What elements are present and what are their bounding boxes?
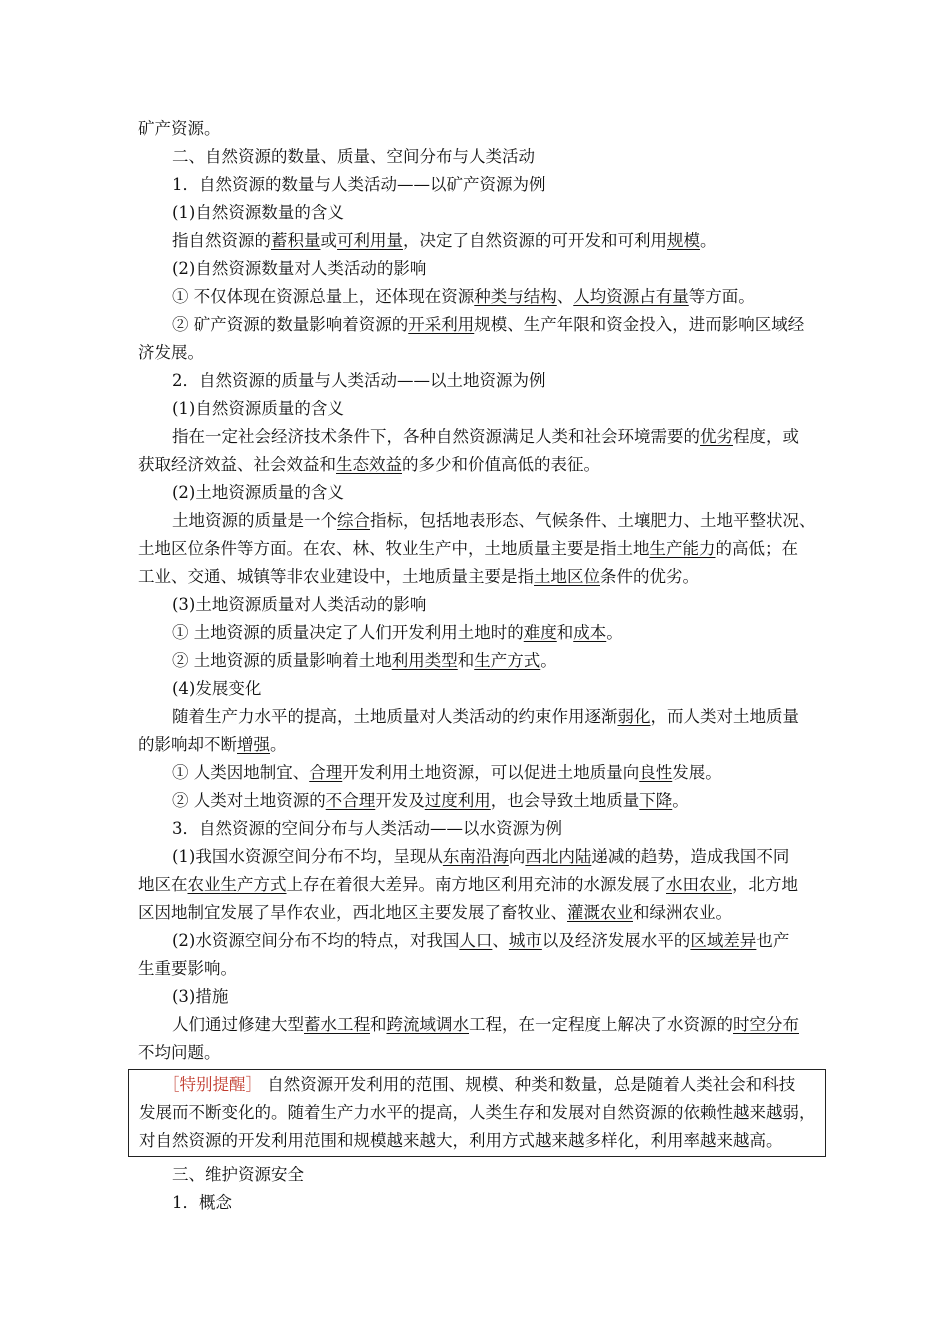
blank-answer: 水田农业: [666, 875, 732, 894]
blank-answer: 蓄积量: [271, 231, 321, 250]
special-reminder-label: ［特别提醒］: [163, 1075, 262, 1094]
item-heading: (3)措施: [172, 987, 229, 1006]
blank-answer: 综合: [337, 511, 370, 530]
text-line: ② 人类对土地资源的不合理开发及过度利用，也会导致土地质量下降。: [172, 791, 689, 810]
blank-answer: 利用类型: [391, 651, 458, 670]
text-line: ① 不仅体现在资源总量上，还体现在资源种类与结构、人均资源占有量等方面。: [172, 287, 755, 306]
item-heading: (3)土地资源质量对人类活动的影响: [172, 595, 427, 614]
text-line: 对自然资源的开发利用范围和规模越来越大，利用方式越来越多样化，利用率越来越高。: [139, 1131, 783, 1150]
text-line: ① 人类因地制宜、合理开发利用土地资源，可以促进土地质量向良性发展。: [172, 763, 722, 782]
text-line: 工业、交通、城镇等非农业建设中，土地质量主要是指土地区位条件的优劣。: [138, 567, 699, 586]
blank-answer: 区域差异: [690, 931, 757, 950]
text-line: 指自然资源的蓄积量或可利用量，决定了自然资源的可开发和可利用规模。: [172, 231, 717, 250]
item-heading: (2)自然资源数量对人类活动的影响: [172, 259, 427, 278]
blank-answer: 良性: [639, 763, 673, 782]
subsection-heading: 2．自然资源的质量与人类活动——以土地资源为例: [172, 371, 546, 390]
blank-answer: 生产方式: [474, 651, 541, 670]
blank-answer: 增强: [237, 735, 270, 754]
text-line: (2)水资源空间分布不均的特点，对我国人口、城市以及经济发展水平的区域差异也产: [172, 931, 790, 950]
text-line: 矿产资源。: [138, 119, 221, 138]
blank-answer: 弱化: [617, 707, 651, 726]
document-page: [138, 115, 822, 1217]
item-heading: (1)自然资源质量的含义: [172, 399, 344, 418]
item-heading: (2)土地资源质量的含义: [172, 483, 344, 502]
blank-answer: 过度利用: [424, 791, 491, 810]
item-heading: (4)发展变化: [172, 679, 262, 698]
special-reminder-box: [128, 1069, 826, 1157]
blank-answer: 可利用量: [337, 231, 403, 250]
text-line: ② 土地资源的质量影响着土地利用类型和生产方式。: [172, 651, 557, 670]
text-line: 土地区位条件等方面。在农、林、牧业生产中，土地质量主要是指土地生产能力的高低；在: [138, 539, 798, 558]
text-line: 区因地制宜发展了旱作农业，西北地区主要发展了畜牧业、灌溉农业和绿洲农业。: [138, 903, 732, 922]
subsection-heading: 3．自然资源的空间分布与人类活动——以水资源为例: [172, 819, 562, 838]
text-line: ① 土地资源的质量决定了人们开发利用土地时的难度和成本。: [172, 623, 623, 642]
blank-answer: 规模: [667, 231, 700, 250]
blank-answer: 成本: [573, 623, 607, 642]
text-line: 随着生产力水平的提高，土地质量对人类活动的约束作用逐渐弱化，而人类对土地质量: [172, 707, 799, 726]
text-line: 指在一定社会经济技术条件下，各种自然资源满足人类和社会环境需要的优劣程度，或: [172, 427, 799, 446]
blank-answer: 下降: [639, 791, 673, 810]
blank-answer: 种类与结构: [474, 287, 557, 306]
section-heading: 二、自然资源的数量、质量、空间分布与人类活动: [172, 147, 535, 166]
text-line: 土地资源的质量是一个综合指标，包括地表形态、气候条件、土壤肥力、土地平整状况、: [172, 511, 816, 530]
blank-answer: 合理: [309, 763, 343, 782]
blank-answer: 时空分布: [733, 1015, 799, 1034]
text-line: 生重要影响。: [138, 959, 237, 978]
section-heading: 三、维护资源安全: [172, 1165, 304, 1184]
text-line: 地区在农业生产方式上存在着很大差异。南方地区利用充沛的水源发展了水田农业，北方地: [138, 875, 798, 894]
text-line: 人们通过修建大型蓄水工程和跨流域调水工程，在一定程度上解决了水资源的时空分布: [172, 1015, 799, 1034]
text-line: ［特别提醒］ 自然资源开发利用的范围、规模、种类和数量，总是随着人类社会和科技: [163, 1075, 796, 1094]
blank-answer: 城市: [508, 931, 542, 950]
subsection-heading: 1．概念: [172, 1193, 232, 1212]
blank-answer: 人口: [459, 931, 493, 950]
text-line: 济发展。: [138, 343, 204, 362]
blank-answer: 灌溉农业: [567, 903, 633, 922]
blank-answer: 优劣: [700, 427, 733, 446]
text-line: 不均问题。: [138, 1043, 221, 1062]
blank-answer: 开采利用: [408, 315, 475, 334]
blank-answer: 生态效益: [336, 455, 402, 474]
blank-answer: 难度: [523, 623, 557, 642]
blank-answer: 生产能力: [649, 539, 716, 558]
text-line: ② 矿产资源的数量影响着资源的开采利用规模、生产年限和资金投入，进而影响区域经: [172, 315, 805, 334]
text-line: 发展而不断变化的。随着生产力水平的提高，人类生存和发展对自然资源的依赖性越来越弱，: [139, 1103, 816, 1122]
text-line: 的影响却不断增强。: [138, 735, 287, 754]
item-heading: (1)自然资源数量的含义: [172, 203, 344, 222]
subsection-heading: 1．自然资源的数量与人类活动——以矿产资源为例: [172, 175, 546, 194]
blank-answer: 人均资源占有量: [573, 287, 689, 306]
text-line: 获取经济效益、社会效益和生态效益的多少和价值高低的表征。: [138, 455, 600, 474]
text-line: (1)我国水资源空间分布不均，呈现从东南沿海向西北内陆递减的趋势，造成我国不同: [172, 847, 790, 866]
blank-answer: 东南沿海: [442, 847, 509, 866]
blank-answer: 不合理: [325, 791, 376, 810]
blank-answer: 蓄水工程: [304, 1015, 370, 1034]
blank-answer: 农业生产方式: [187, 875, 287, 894]
blank-answer: 跨流域调水: [386, 1015, 469, 1034]
blank-answer: 土地区位: [534, 567, 600, 586]
blank-answer: 西北内陆: [525, 847, 592, 866]
